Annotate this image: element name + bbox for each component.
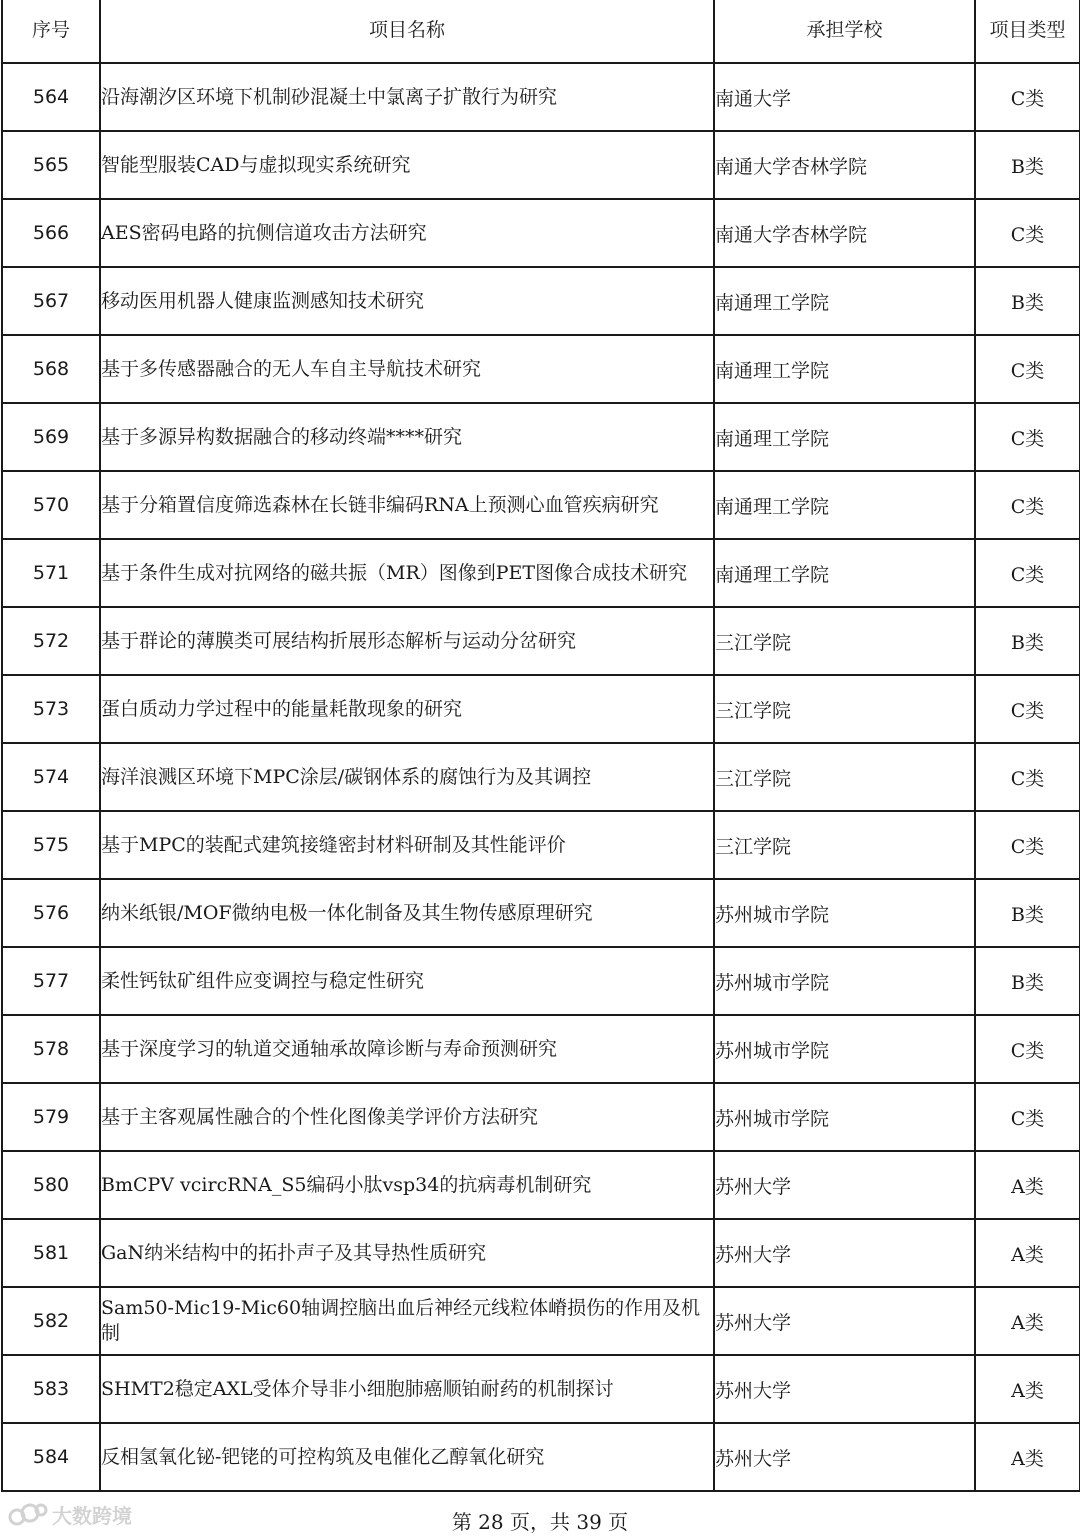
project-type-cell: C类: [975, 199, 1080, 267]
table-row: [2, 403, 1080, 471]
seq-cell: 566: [2, 199, 100, 267]
project-name-cell: 基于分箱置信度筛选森林在长链非编码RNA上预测心血管疾病研究: [100, 471, 714, 539]
project-name-cell: Sam50-Mic19-Mic60轴调控脑出血后神经元线粒体嵴损伤的作用及机制: [100, 1287, 714, 1355]
project-type-cell: A类: [975, 1355, 1080, 1423]
school-cell: 南通大学杏林学院: [714, 199, 975, 267]
table-row: [2, 743, 1080, 811]
seq-cell: 583: [2, 1355, 100, 1423]
table-row: [2, 811, 1080, 879]
school-cell: 苏州大学: [714, 1423, 975, 1491]
page-footer: 第 28 页，共 39 页: [451, 1510, 629, 1534]
project-name-cell: 基于条件生成对抗网络的磁共振（MR）图像到PET图像合成技术研究: [100, 539, 714, 607]
seq-cell: 565: [2, 131, 100, 199]
project-type-cell: C类: [975, 743, 1080, 811]
school-cell: 三江学院: [714, 675, 975, 743]
project-type-cell: C类: [975, 1083, 1080, 1151]
table-row: [2, 131, 1080, 199]
seq-cell: 574: [2, 743, 100, 811]
project-name-cell: 基于MPC的装配式建筑接缝密封材料研制及其性能评价: [100, 811, 714, 879]
table-row: [2, 63, 1080, 131]
seq-cell: 567: [2, 267, 100, 335]
header-row: [2, 0, 1080, 63]
project-name-cell: 基于群论的薄膜类可展结构折展形态解析与运动分岔研究: [100, 607, 714, 675]
seq-cell: 577: [2, 947, 100, 1015]
project-name-cell: 沿海潮汐区环境下机制砂混凝土中氯离子扩散行为研究: [100, 63, 714, 131]
project-type-cell: C类: [975, 1015, 1080, 1083]
school-cell: 三江学院: [714, 743, 975, 811]
table-row: [2, 267, 1080, 335]
seq-cell: 580: [2, 1151, 100, 1219]
table-row: [2, 1423, 1080, 1491]
school-cell: 苏州大学: [714, 1355, 975, 1423]
table-row: [2, 1015, 1080, 1083]
watermark-text: 大数跨境: [52, 1504, 132, 1528]
project-name-cell: 柔性钙钛矿组件应变调控与稳定性研究: [100, 947, 714, 1015]
school-cell: 苏州大学: [714, 1219, 975, 1287]
seq-cell: 581: [2, 1219, 100, 1287]
project-name-cell: SHMT2稳定AXL受体介导非小细胞肺癌顺铂耐药的机制探讨: [100, 1355, 714, 1423]
project-type-cell: A类: [975, 1423, 1080, 1491]
project-type-cell: A类: [975, 1219, 1080, 1287]
project-type-cell: C类: [975, 675, 1080, 743]
seq-cell: 578: [2, 1015, 100, 1083]
table-header: [2, 0, 1080, 63]
school-cell: 南通理工学院: [714, 539, 975, 607]
header-school: 承担学校: [714, 0, 975, 63]
school-cell: 三江学院: [714, 811, 975, 879]
school-cell: 三江学院: [714, 607, 975, 675]
project-type-cell: B类: [975, 267, 1080, 335]
header-seq: 序号: [2, 0, 100, 63]
project-name-cell: 移动医用机器人健康监测感知技术研究: [100, 267, 714, 335]
project-type-cell: B类: [975, 947, 1080, 1015]
table-row: [2, 1219, 1080, 1287]
seq-cell: 564: [2, 63, 100, 131]
project-name-cell: 基于多传感器融合的无人车自主导航技术研究: [100, 335, 714, 403]
school-cell: 南通理工学院: [714, 471, 975, 539]
school-cell: 南通理工学院: [714, 335, 975, 403]
project-name-cell: 蛋白质动力学过程中的能量耗散现象的研究: [100, 675, 714, 743]
project-type-cell: C类: [975, 403, 1080, 471]
table-row: [2, 879, 1080, 947]
school-cell: 苏州城市学院: [714, 1083, 975, 1151]
project-name-cell: GaN纳米结构中的拓扑声子及其导热性质研究: [100, 1219, 714, 1287]
seq-cell: 572: [2, 607, 100, 675]
table-row: [2, 1083, 1080, 1151]
seq-cell: 582: [2, 1287, 100, 1355]
school-cell: 苏州城市学院: [714, 947, 975, 1015]
seq-cell: 571: [2, 539, 100, 607]
project-name-cell: 基于多源异构数据融合的移动终端****研究: [100, 403, 714, 471]
header-project-name: 项目名称: [100, 0, 714, 63]
seq-cell: 570: [2, 471, 100, 539]
project-name-cell: 反相氢氧化铋-钯铑的可控构筑及电催化乙醇氧化研究: [100, 1423, 714, 1491]
school-cell: 南通大学: [714, 63, 975, 131]
table-row: [2, 471, 1080, 539]
school-cell: 苏州城市学院: [714, 1015, 975, 1083]
seq-cell: 569: [2, 403, 100, 471]
table-row: [2, 539, 1080, 607]
table-row: [2, 1355, 1080, 1423]
project-name-cell: AES密码电路的抗侧信道攻击方法研究: [100, 199, 714, 267]
school-cell: 南通理工学院: [714, 403, 975, 471]
project-type-cell: A类: [975, 1287, 1080, 1355]
project-type-cell: A类: [975, 1151, 1080, 1219]
project-name-cell: 海洋浪溅区环境下MPC涂层/碳钢体系的腐蚀行为及其调控: [100, 743, 714, 811]
seq-cell: 579: [2, 1083, 100, 1151]
seq-cell: 584: [2, 1423, 100, 1491]
seq-cell: 575: [2, 811, 100, 879]
table-row: [2, 1151, 1080, 1219]
seq-cell: 573: [2, 675, 100, 743]
school-cell: 苏州大学: [714, 1151, 975, 1219]
table-row: [2, 1287, 1080, 1355]
project-name-cell: 纳米纸银/MOF微纳电极一体化制备及其生物传感原理研究: [100, 879, 714, 947]
table-body: [2, 63, 1080, 1491]
project-name-cell: 基于主客观属性融合的个性化图像美学评价方法研究: [100, 1083, 714, 1151]
project-type-cell: B类: [975, 879, 1080, 947]
seq-cell: 568: [2, 335, 100, 403]
project-type-cell: B类: [975, 607, 1080, 675]
project-type-cell: C类: [975, 471, 1080, 539]
project-name-cell: 基于深度学习的轨道交通轴承故障诊断与寿命预测研究: [100, 1015, 714, 1083]
project-name-cell: BmCPV vcircRNA_S5编码小肽vsp34的抗病毒机制研究: [100, 1151, 714, 1219]
project-name-cell: 智能型服装CAD与虚拟现实系统研究: [100, 131, 714, 199]
header-project-type: 项目类型: [975, 0, 1080, 63]
school-cell: 苏州大学: [714, 1287, 975, 1355]
project-type-cell: C类: [975, 539, 1080, 607]
table-row: [2, 607, 1080, 675]
table-row: [2, 199, 1080, 267]
seq-cell: 576: [2, 879, 100, 947]
table-row: [2, 335, 1080, 403]
project-type-cell: B类: [975, 131, 1080, 199]
school-cell: 南通理工学院: [714, 267, 975, 335]
project-type-cell: C类: [975, 811, 1080, 879]
project-table: [1, 0, 1080, 1492]
project-type-cell: C类: [975, 335, 1080, 403]
table-row: [2, 675, 1080, 743]
table-row: [2, 947, 1080, 1015]
project-type-cell: C类: [975, 63, 1080, 131]
school-cell: 苏州城市学院: [714, 879, 975, 947]
school-cell: 南通大学杏林学院: [714, 131, 975, 199]
